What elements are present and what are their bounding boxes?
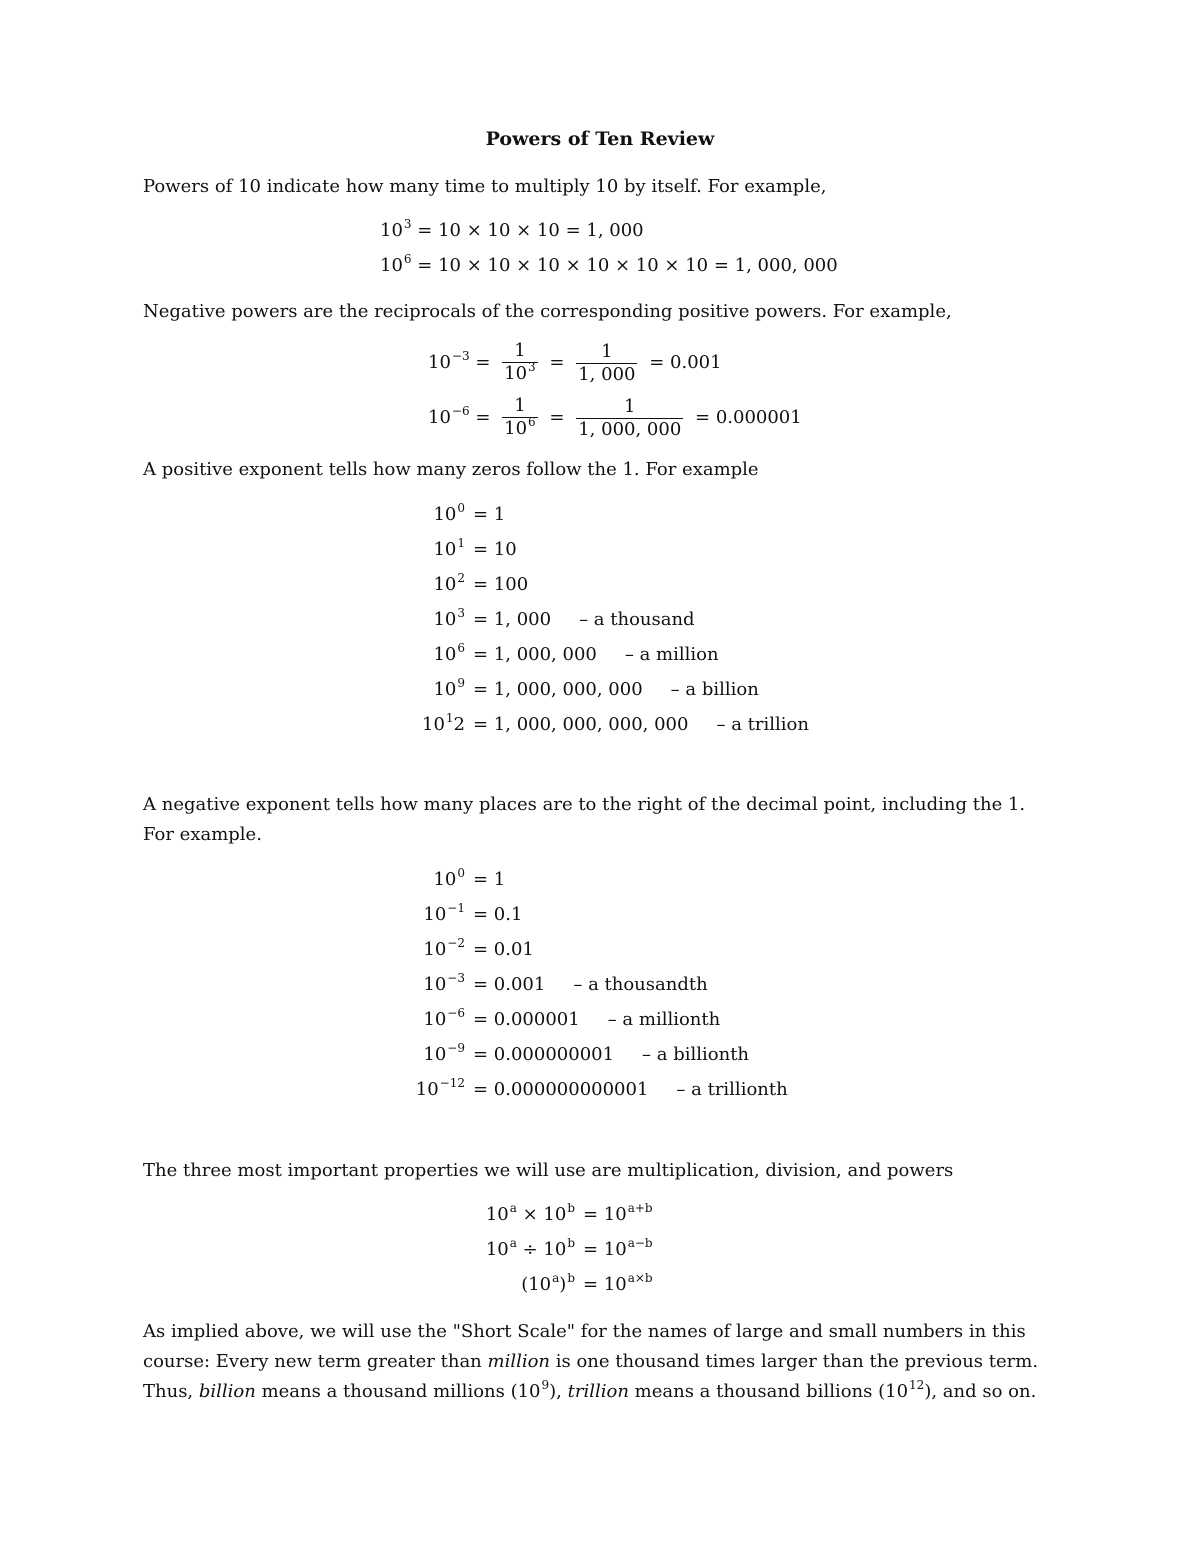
table-row: $10^{-12}$ = 0.000000000001 – a trillionth xyxy=(415,1076,788,1100)
positive-powers-table xyxy=(395,497,809,742)
short-scale-paragraph: As implied above, we will use the "Short Scale" for the names of large and small numbers in this course: Every new term greater than million is one thousand times larger than the previous term. Thus, billion means a thousand millions $(10^9)$, trillion means a thousand billions $(10^{12})$, and so on. xyxy=(143,1321,1039,1402)
table-row: $10^1$ = 10 xyxy=(433,536,517,560)
fraction: $\frac{1}{10^6}$ xyxy=(504,395,536,439)
fraction: $\frac{1}{1, 000}$ xyxy=(578,340,636,385)
table-row: $10^3$ = 1, 000 – a thousand xyxy=(433,606,695,630)
table-row: $10^0$ = 1 xyxy=(433,501,506,525)
table-row: $(10^a)^b$ = $10^{a\times b}$ xyxy=(521,1271,653,1295)
table-row: $10^{-3}$ = 0.001 – a thousandth xyxy=(423,971,708,995)
fraction: $\frac{1}{1, 000, 000}$ xyxy=(578,395,682,440)
neg-example-1: $10^{-3}$ = $\frac{1}{10^3}$ = $\frac{1}{1, 000}$ = 0.001 xyxy=(428,340,722,385)
table-row: $10^{-2}$ = 0.01 xyxy=(423,936,534,960)
negative-powers-table xyxy=(395,862,788,1107)
neg-example-2: $10^{-6}$ = $\frac{1}{10^6}$ = $\frac{1}{1, 000, 000}$ = 0.000001 xyxy=(428,395,802,440)
positive-exponent-paragraph: A positive exponent tells how many zeros follow the 1. For example xyxy=(143,459,759,480)
intro-paragraph: Powers of 10 indicate how many time to multiply 10 by itself. For example, xyxy=(143,176,827,197)
negative-intro-paragraph: Negative powers are the reciprocals of the corresponding positive powers. For example, xyxy=(143,301,952,322)
table-row: $10^a \div 10^b$ = $10^{a-b}$ xyxy=(485,1236,653,1260)
pos-example-1: $10^3 = 10 \times 10 \times 10 = 1$, 000 xyxy=(380,217,644,241)
properties-paragraph: The three most important properties we will use are multiplication, division, and powers xyxy=(143,1160,954,1181)
table-row: $10^a \times 10^b$ = $10^{a+b}$ xyxy=(485,1201,653,1225)
table-row: $10^2$ = 100 xyxy=(433,571,529,595)
table-row: $10^{-9}$ = 0.000000001 – a billionth xyxy=(423,1041,750,1065)
table-row: $10^{-6}$ = 0.000001 – a millionth xyxy=(423,1006,721,1030)
table-row: $10^0$ = 1 xyxy=(433,866,506,890)
fraction: $\frac{1}{10^3}$ xyxy=(504,340,536,384)
pos-example-2: $10^6 = 10 \times 10 \times 10 \times 10 \times 10 \times 10 = 1$, 000, 000 xyxy=(380,252,838,276)
table-row: $10^{-1}$ = 0.1 xyxy=(423,901,523,925)
table-row: $10^9$ = 1, 000, 000, 000 – a billion xyxy=(433,676,759,700)
table-row: $10^12$ = 1, 000, 000, 000, 000 – a trillion xyxy=(422,711,809,735)
table-row: $10^6$ = 1, 000, 000 – a million xyxy=(433,641,719,665)
negative-exponent-paragraph: A negative exponent tells how many places are to the right of the decimal point, including the 1. For example. xyxy=(143,794,1026,845)
document-title: Powers of Ten Review xyxy=(485,128,715,150)
properties-table xyxy=(455,1197,653,1302)
